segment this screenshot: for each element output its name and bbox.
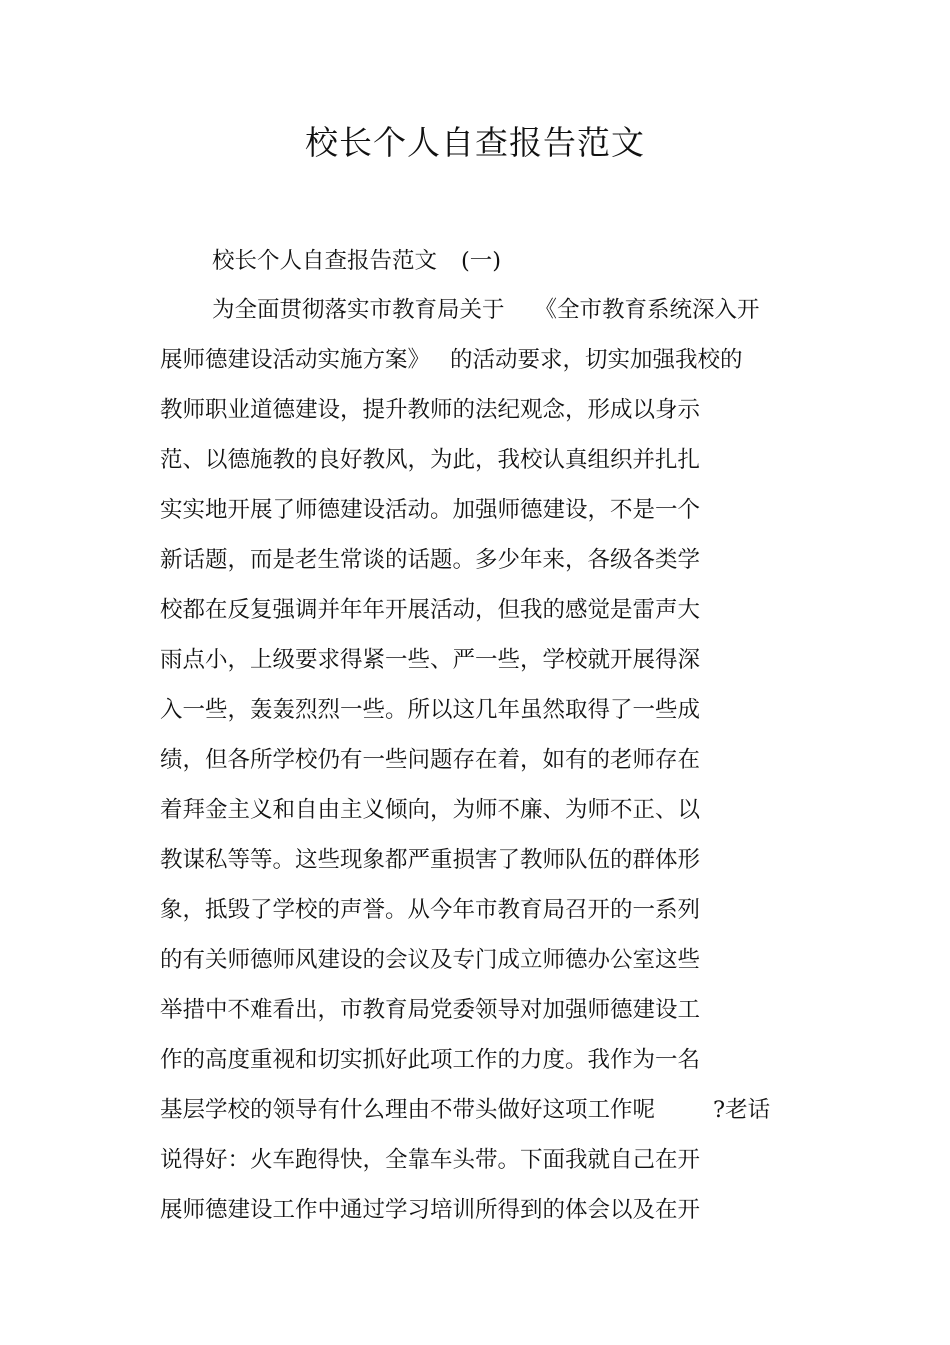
- section-heading-text: 校长个人自查报告范文: [212, 248, 438, 274]
- line-segment: 《全市教育系统深入开: [534, 297, 760, 323]
- line-segment: ?老话: [713, 1097, 771, 1123]
- paragraph-line: 实实地开展了师德建设活动。加强师德建设，不是一个: [160, 497, 701, 523]
- paragraph-line: 的有关师德师风建设的会议及专门成立师德办公室这些: [160, 947, 701, 973]
- section-heading-number: (一): [461, 248, 502, 274]
- paragraph-line: [212, 294, 760, 326]
- paragraph-line: 举措中不难看出，市教育局党委领导对加强师德建设工: [160, 997, 701, 1023]
- paragraph-line: 展师德建设工作中通过学习培训所得到的体会以及在开: [160, 1197, 701, 1223]
- document-title: 校长个人自查报告范文: [305, 123, 645, 162]
- paragraph-line: [160, 1094, 770, 1126]
- paragraph-line: 作的高度重视和切实抓好此项工作的力度。我作为一名: [160, 1047, 701, 1073]
- line-segment: 为全面贯彻落实市教育局关于: [212, 297, 505, 323]
- line-segment: 基层学校的领导有什么理由不带头做好这项工作呢: [160, 1097, 656, 1123]
- paragraph-line: 教谋私等等。这些现象都严重损害了教师队伍的群体形: [160, 847, 701, 873]
- paragraph-line: 说得好：火车跑得快，全靠车头带。下面我就自己在开: [160, 1147, 701, 1173]
- paragraph-line: 雨点小，上级要求得紧一些、严一些，学校就开展得深: [160, 647, 701, 673]
- line-segment: 展师德建设活动实施方案》: [160, 347, 431, 373]
- paragraph-line: 着拜金主义和自由主义倾向，为师不廉、为师不正、以: [160, 797, 701, 823]
- paragraph-line: 校都在反复强调并年年开展活动，但我的感觉是雷声大: [160, 597, 701, 623]
- paragraph-line: 范、以德施教的良好教风，为此，我校认真组织并扎扎: [160, 447, 701, 473]
- line-segment: 的活动要求，切实加强我校的: [450, 347, 743, 373]
- paragraph-line: [160, 344, 743, 376]
- paragraph-line: 象，抵毁了学校的声誉。从今年市教育局召开的一系列: [160, 897, 701, 923]
- section-heading: [212, 245, 501, 277]
- paragraph-line: 绩，但各所学校仍有一些问题存在着，如有的老师存在: [160, 747, 701, 773]
- paragraph-line: 新话题，而是老生常谈的话题。多少年来，各级各类学: [160, 547, 701, 573]
- paragraph-line: 入一些，轰轰烈烈一些。所以这几年虽然取得了一些成: [160, 697, 701, 723]
- paragraph-line: 教师职业道德建设，提升教师的法纪观念，形成以身示: [160, 397, 701, 423]
